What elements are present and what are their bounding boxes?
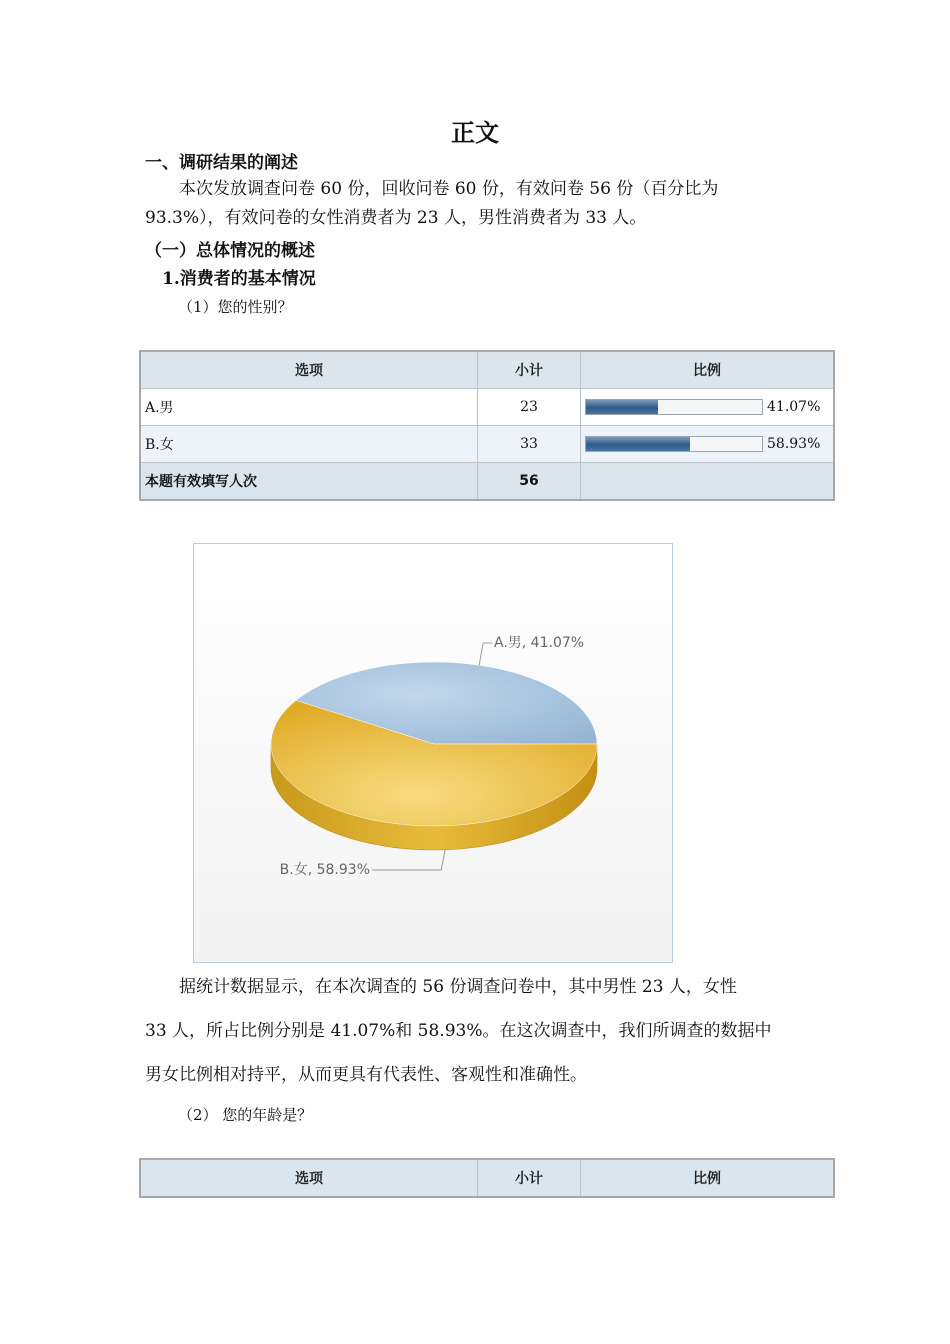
intro-line-1: 本次发放调查问卷 60 份，回收问卷 60 份，有效问卷 56 份（百分比为 [179, 179, 719, 199]
question-1: （1）您的性别？ [178, 298, 293, 316]
table-row [140, 426, 834, 463]
total-count: 56 [478, 463, 581, 501]
pie-label-1: A.男, 41.07% [494, 635, 585, 651]
gender-table [139, 350, 835, 501]
ratio-bar-fill [586, 437, 690, 451]
ratio-percent: 58.93% [767, 436, 821, 452]
analysis-paragraph [145, 965, 813, 1097]
gender-pie-chart [193, 543, 673, 963]
pie-chart-svg [194, 544, 672, 962]
intro-line-2: 93.3%），有效问卷的女性消费者为 23 人，男性消费者为 33 人。 [145, 208, 647, 228]
header-count: 小计 [478, 1159, 581, 1197]
table-header-row [140, 351, 834, 389]
page-title: 正文 [451, 118, 499, 147]
ratio-bar [585, 436, 763, 452]
header-ratio: 比例 [581, 1159, 835, 1197]
ratio-bar-fill [586, 400, 658, 414]
age-table [139, 1158, 835, 1198]
question-2: （2） 您的年龄是？ [178, 1106, 313, 1124]
header-option: 选项 [140, 1159, 478, 1197]
row-count: 23 [478, 389, 581, 426]
section-heading-1-1-1: 1.消费者的基本情况 [162, 269, 316, 289]
section-heading-1-1: （一）总体情况的概述 [145, 241, 315, 261]
ratio-bar [585, 399, 763, 415]
pie-label-1-leader [479, 643, 492, 665]
header-count: 小计 [478, 351, 581, 389]
analysis-line-3: 男女比例相对持平，从而更具有代表性、客观性和准确性。 [145, 1065, 587, 1085]
pie-label-2-leader [372, 850, 445, 870]
ratio-percent: 41.07% [767, 399, 821, 415]
table-header-row [140, 1159, 834, 1197]
row-ratio [581, 426, 835, 463]
analysis-line-2: 33 人，所占比例分别是 41.07%和 58.93%。在这次调查中，我们所调查的数据中 [145, 1021, 772, 1041]
table-total-row [140, 463, 834, 501]
row-count: 33 [478, 426, 581, 463]
intro-paragraph [145, 175, 813, 233]
header-option: 选项 [140, 351, 478, 389]
header-ratio: 比例 [581, 351, 835, 389]
row-option: A.男 [140, 389, 478, 426]
pie-label-2: B.女, 58.93% [279, 862, 370, 878]
table-row [140, 389, 834, 426]
row-option: B.女 [140, 426, 478, 463]
section-heading-1: 一、调研结果的阐述 [145, 153, 298, 173]
analysis-line-1: 据统计数据显示，在本次调查的 56 份调查问卷中，其中男性 23 人，女性 [179, 977, 737, 997]
total-label: 本题有效填写人次 [140, 463, 478, 501]
total-ratio-empty [581, 463, 835, 501]
row-ratio [581, 389, 835, 426]
